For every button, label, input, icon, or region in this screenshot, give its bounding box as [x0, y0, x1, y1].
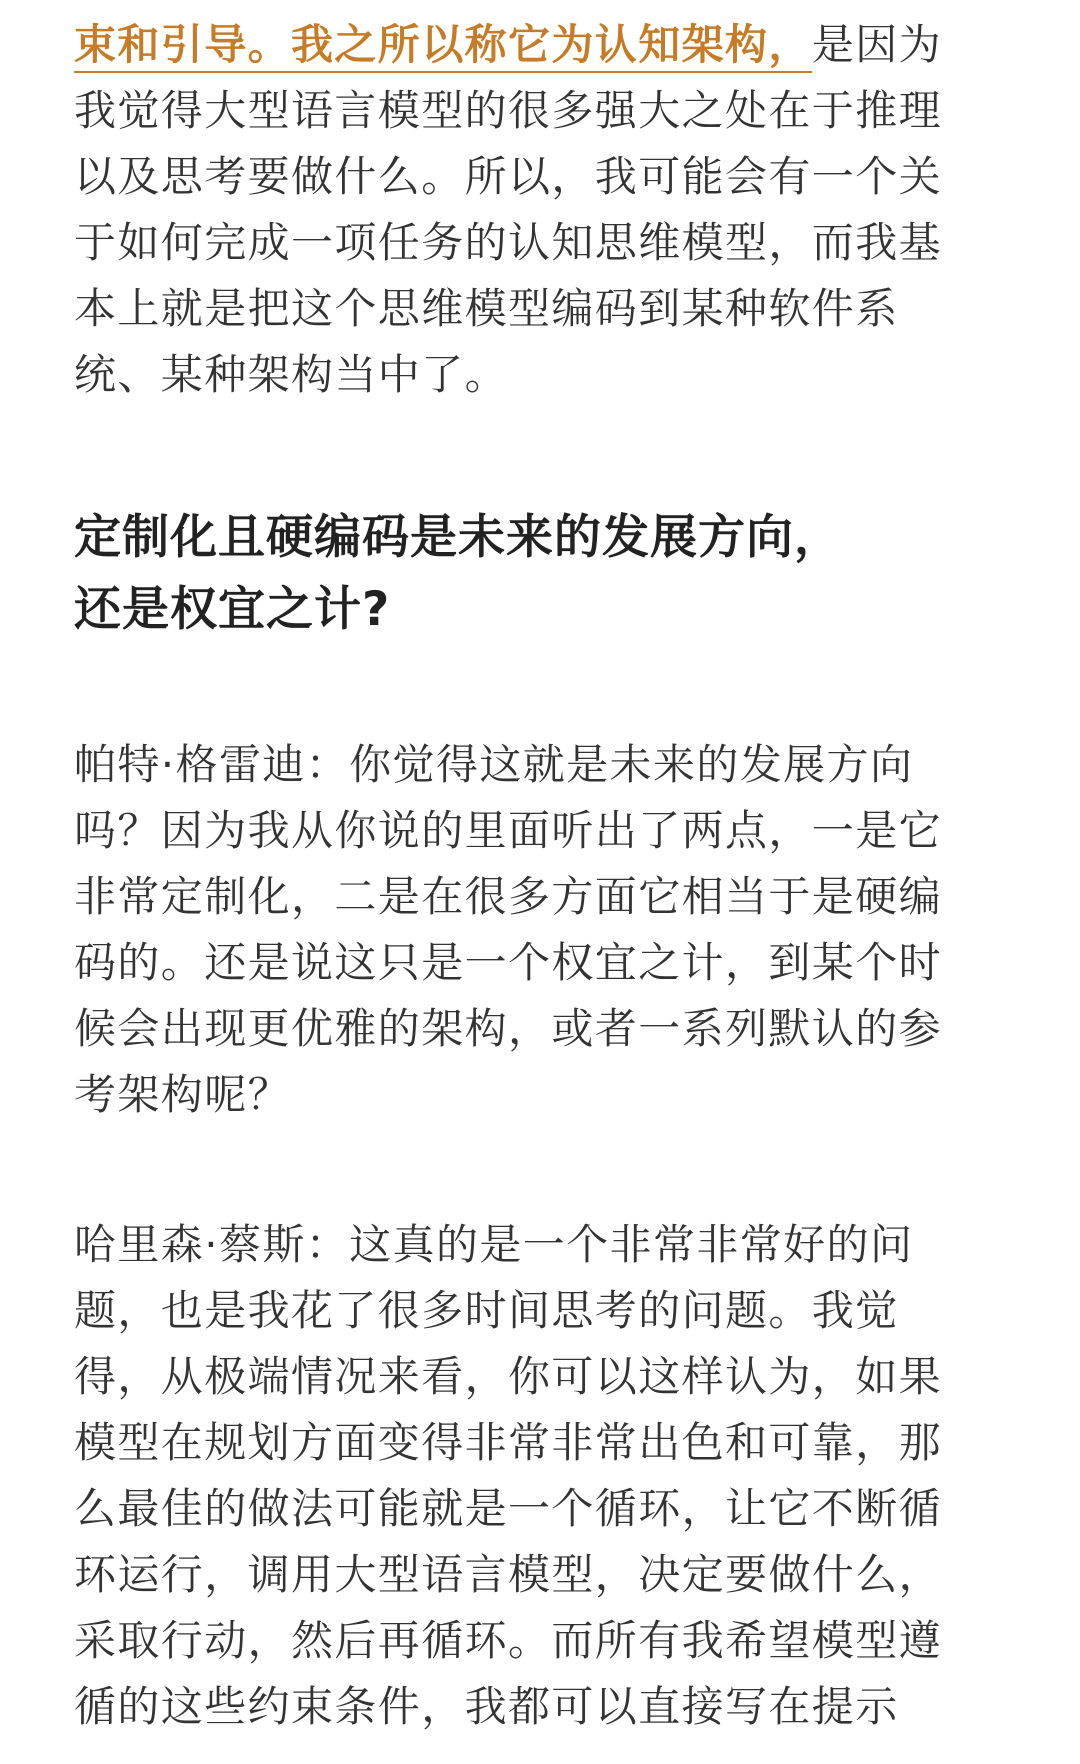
answer-line-4: 模型在规划方面变得非常非常出色和可靠，那: [74, 1418, 943, 1467]
answer-line-1: 哈里森·蔡斯：这真的是一个非常非常好的问: [74, 1220, 914, 1269]
intro-line-4: 于如何完成一项任务的认知思维模型，而我基: [74, 218, 943, 267]
article-body: [74, 12, 1004, 1740]
question-line-2: 吗？因为我从你说的里面听出了两点，一是它: [74, 806, 943, 855]
answer-line-3: 得，从极端情况来看，你可以这样认为，如果: [74, 1352, 943, 1401]
intro-line-1-rest: 是因为: [811, 20, 943, 69]
question-line-6: 考架构呢？: [74, 1070, 292, 1119]
answer-line-8: 循的这些约束条件，我都可以直接写在提示: [74, 1682, 899, 1731]
answer-line-7: 采取行动，然后再循环。而所有我希望模型遵: [74, 1616, 943, 1665]
intro-line-5: 本上就是把这个思维模型编码到某种软件系: [74, 284, 899, 333]
answer-line-5: 么最佳的做法可能就是一个循环，让它不断循: [74, 1484, 943, 1533]
question-paragraph: [74, 732, 1004, 1128]
answer-paragraph: [74, 1212, 1004, 1740]
question-line-1: 帕特·格雷迪：你觉得这就是未来的发展方向: [74, 740, 914, 789]
heading-line-2: 还是权宜之计?: [74, 582, 391, 637]
question-line-4: 码的。还是说这只是一个权宜之计，到某个时: [74, 938, 943, 987]
intro-line-1: [74, 12, 1004, 78]
question-line-3: 非常定制化，二是在很多方面它相当于是硬编: [74, 872, 943, 921]
intro-line-3: 以及思考要做什么。所以，我可能会有一个关: [74, 152, 943, 201]
question-line-5: 候会出现更优雅的架构，或者一系列默认的参: [74, 1004, 943, 1053]
answer-line-6: 环运行，调用大型语言模型，决定要做什么，: [74, 1550, 943, 1599]
intro-line-2: 我觉得大型语言模型的很多强大之处在于推理: [74, 86, 943, 135]
intro-paragraph: [74, 12, 1004, 408]
highlighted-quote: 束和引导。我之所以称它为认知架构，: [74, 20, 812, 73]
answer-line-2: 题，也是我花了很多时间思考的问题。我觉: [74, 1286, 899, 1335]
heading-line-1: 定制化且硬编码是未来的发展方向，: [74, 510, 842, 565]
intro-line-6: 统、某种架构当中了。: [74, 350, 509, 399]
section-heading: [74, 502, 1004, 646]
